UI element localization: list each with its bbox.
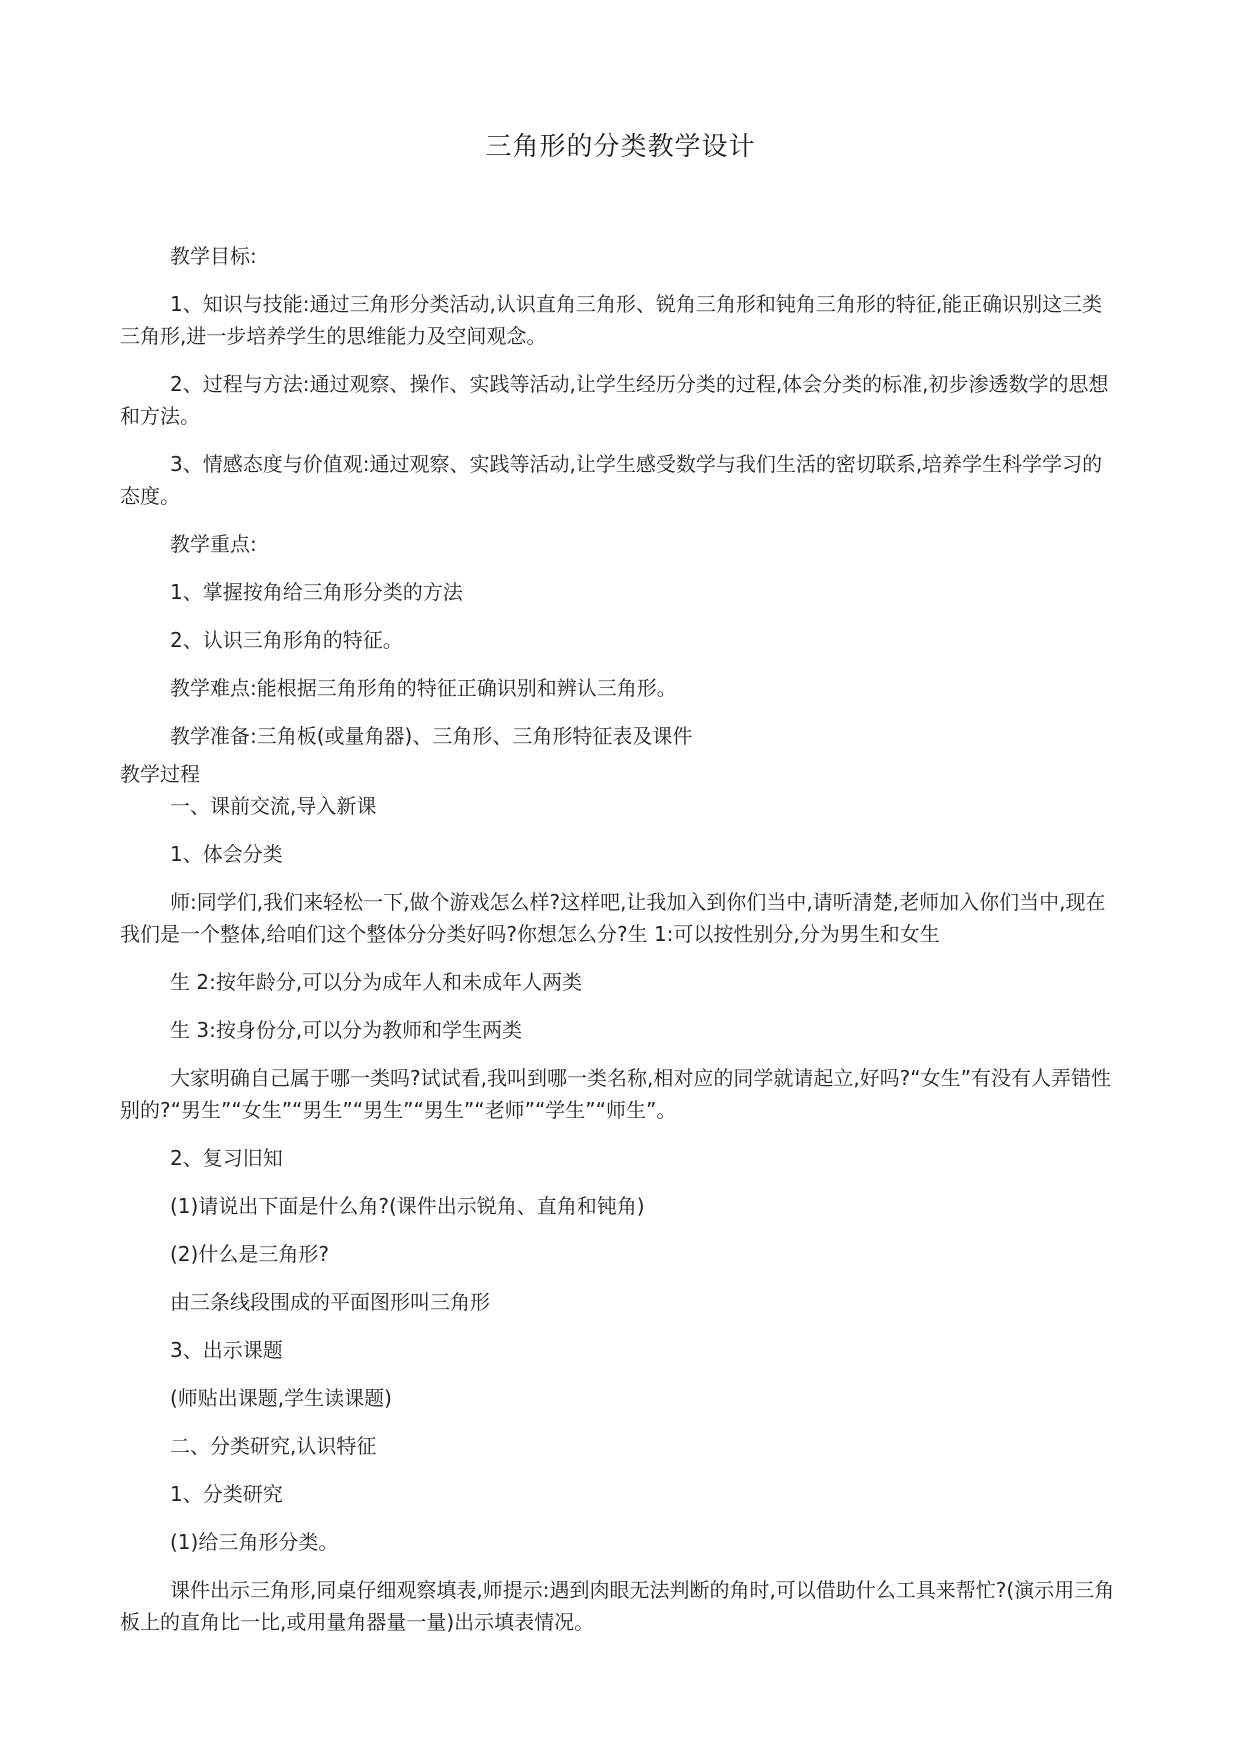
page-title: 三角形的分类教学设计: [485, 132, 756, 162]
paragraph: 2、认识三角形角的特征。: [170, 628, 403, 652]
paragraph: 生 3:按身份分,可以分为教师和学生两类: [170, 1018, 523, 1042]
paragraph: 大家明确自己属于哪一类吗?试试看,我叫到哪一类名称,相对应的同学就请起立,好吗?“女生”有没有人弄错性别的?“男生”“女生”“男生”“男生”“男生”“老师”“学生”“师生”。: [120, 1066, 1112, 1122]
paragraph: 1、知识与技能:通过三角形分类活动,认识直角三角形、锐角三角形和钝角三角形的特征,能正确识别这三类三角形,进一步培养学生的思维能力及空间观念。: [120, 292, 1103, 348]
paragraph: 由三条线段围成的平面图形叫三角形: [170, 1290, 490, 1314]
paragraph: 教学准备:三角板(或量角器)、三角形、三角形特征表及课件: [170, 724, 693, 748]
paragraph: 3、出示课题: [170, 1338, 283, 1362]
paragraph: 3、情感态度与价值观:通过观察、实践等活动,让学生感受数学与我们生活的密切联系,培养学生科学学习的态度。: [120, 452, 1103, 508]
paragraph: 师:同学们,我们来轻松一下,做个游戏怎么样?这样吧,让我加入到你们当中,请听清楚,老师加入你们当中,现在我们是一个整体,给咱们这个整体分分类好吗?你想怎么分?生 1:可以按性别分,分为男生和女生: [120, 890, 1106, 946]
paragraph: (1)请说出下面是什么角?(课件出示锐角、直角和钝角): [170, 1194, 645, 1218]
paragraph: 1、体会分类: [170, 842, 283, 866]
section-heading-process: 教学过程: [120, 762, 200, 786]
document-body: [120, 240, 1120, 1654]
paragraph: 课件出示三角形,同桌仔细观察填表,师提示:遇到肉眼无法判断的角时,可以借助什么工具来帮忙?(演示用三角板上的直角比一比,或用量角器量一量)出示填表情况。: [120, 1578, 1115, 1634]
section-heading-key-points: 教学重点:: [170, 532, 257, 556]
paragraph: 2、复习旧知: [170, 1146, 283, 1170]
paragraph: (1)给三角形分类。: [170, 1530, 339, 1554]
paragraph: (师贴出课题,学生读课题): [170, 1386, 392, 1410]
paragraph: (2)什么是三角形?: [170, 1242, 329, 1266]
paragraph: 2、过程与方法:通过观察、操作、实践等活动,让学生经历分类的过程,体会分类的标准,初步渗透数学的思想和方法。: [120, 372, 1109, 428]
paragraph: 1、分类研究: [170, 1482, 283, 1506]
section-heading-objectives: 教学目标:: [170, 244, 257, 268]
paragraph: 二、分类研究,认识特征: [170, 1434, 377, 1458]
paragraph: 生 2:按年龄分,可以分为成年人和未成年人两类: [170, 970, 583, 994]
paragraph: 一、课前交流,导入新课: [170, 794, 377, 818]
paragraph: 1、掌握按角给三角形分类的方法: [170, 580, 463, 604]
paragraph: 教学难点:能根据三角形角的特征正确识别和辨认三角形。: [170, 676, 677, 700]
